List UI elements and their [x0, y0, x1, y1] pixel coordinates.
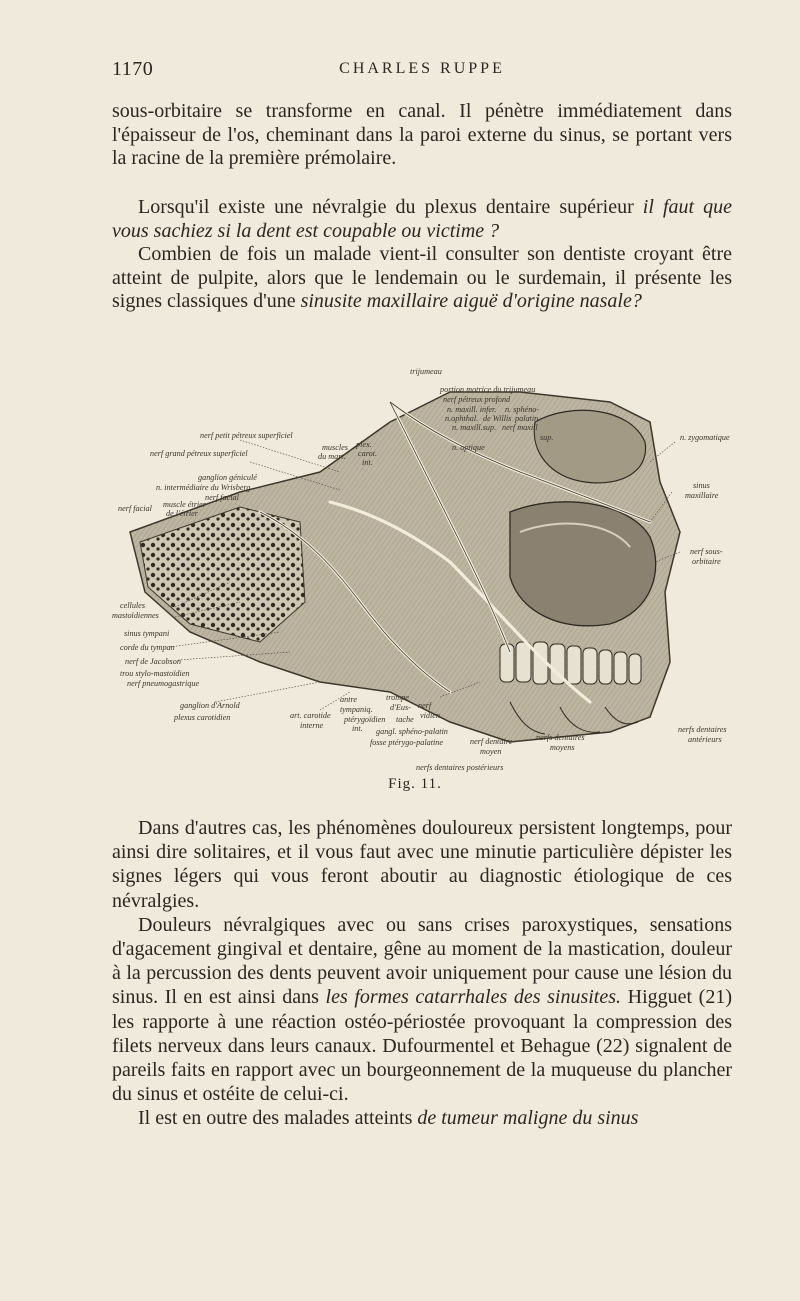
figure-caption: Fig. 11. [388, 776, 442, 792]
running-title: CHARLES RUPPE [339, 60, 505, 77]
body-p3-italic: de tumeur maligne du sinus [417, 1107, 639, 1130]
body-p3 [112, 1106, 732, 1130]
label-nerfs-dentaires-post: nerfs dentaires postérieurs [416, 763, 504, 772]
label-corde-du-tympan: corde du tympan [120, 643, 175, 652]
label-muscle-etrier: muscle étrier [163, 500, 206, 509]
label-nerf-sous: nerf sous- [690, 547, 723, 556]
label-nerf-facial-inner: nerf facial [205, 493, 239, 502]
label-n-intermediaire: n. intermédiaire du Wrisberg [156, 483, 251, 492]
label-maxillaire: maxillaire [685, 491, 719, 500]
label-ganglion-arnold: ganglion d'Arnold [180, 701, 240, 710]
question-text-a: Lorsqu'il existe une névralgie du plexus dentaire supérieur [138, 196, 634, 218]
label-interne: interne [300, 721, 324, 730]
page-number: 1170 [112, 58, 154, 80]
label-tympaniq: tympaniq. [340, 705, 373, 714]
label-trijumeau: trijumeau [410, 367, 442, 376]
label-ganglion-genicule: ganglion géniculé [198, 473, 257, 482]
label-cellules: cellules [120, 601, 146, 610]
label-sinus-tympani: sinus tympani [124, 629, 170, 638]
label-de-willis: de Willis [483, 414, 512, 423]
label-nerf-maxill: nerf maxill [502, 423, 538, 432]
label-moyens: moyens [550, 743, 575, 752]
label-gangl-spheno: gangl. sphéno-palatin [376, 727, 448, 736]
label-n-zygomatique: n. zygomatique [680, 433, 730, 442]
label-nerf-grand-petreux: nerf grand pétreux superficiel [150, 449, 248, 458]
question-italic-a: il faut que vous sachiez si la dent est coupable ou victime ? [112, 196, 733, 242]
label-du-mart: du mart. [318, 452, 346, 461]
label-nerf-petreux-profond: nerf pétreux profond [443, 395, 511, 404]
intro-paragraph [112, 100, 732, 171]
label-vidien: vidien [420, 711, 441, 720]
body-p2-italic: les formes catarrhales des sinusites. [325, 986, 622, 1009]
question-italic-b: sinusite maxillaire aiguë d'origine nasale? [300, 290, 642, 312]
label-n-maxill-sup: n. maxill.sup. [452, 423, 497, 432]
label-nerf-facial: nerf facial [118, 504, 152, 513]
label-antre: antre [340, 695, 357, 704]
intro-text: sous-orbitaire se transforme en canal. Il pénètre immédiatement dans l'épaisseur de l'os, cheminant dans la paroi externe du sinus, se portant vers la racine de la première prémolaire. [112, 100, 732, 169]
body-p2-a: Douleurs névralgiques avec ou sans crises paroxystiques, sensations d'agacement gingival et dentaire, gêne au moment de la mastication, douleur à la percussion des dents peuvent avoir uniquement pour cause une lésion du sinus. Il en est ainsi dans [112, 913, 732, 1009]
label-trou-stylo: trou stylo-mastoïdien [120, 669, 190, 678]
label-int2: int. [352, 724, 363, 733]
label-fosse-pterygo: fosse ptérygo-palatine [370, 738, 443, 747]
maxillary-sinus [510, 502, 656, 626]
label-plex: plex. [356, 440, 372, 449]
label-nerfs-dentaires-ant: nerfs dentaires [678, 725, 727, 734]
question-paragraph [112, 196, 732, 314]
label-nerf-dentaire: nerf dentaire [470, 737, 513, 746]
label-art-carotide: art. carotide [290, 711, 331, 720]
label-mastoidiennes: mastoïdiennes [112, 611, 159, 620]
running-head [112, 58, 712, 84]
label-tache: tache [396, 715, 414, 724]
body-p1: Dans d'autres cas, les phénomènes douloureux persistent longtemps, pour ainsi dire solitaires, et il vous faut avec une minutie particulière dépister les signes légers qui vous feront aboutir au diagnostic étiologique de ces névralgies. [112, 817, 732, 912]
label-pterygoidien: ptérygoïdien [344, 715, 386, 724]
label-n-spheno: n. sphéno- [505, 405, 540, 414]
body-p3-a: Il est en outre des malades atteints [138, 1107, 413, 1130]
question-line-b [112, 243, 732, 314]
body-paragraphs [112, 816, 732, 1131]
label-nerf-pneumogastrique: nerf pneumogastrique [127, 679, 200, 688]
label-palatin: palatin [515, 414, 539, 423]
label-n-optique: n. optique [452, 443, 485, 452]
label-anterieurs: antérieurs [688, 735, 722, 744]
label-n-maxill-infer: n. maxill. infer. [447, 405, 497, 414]
label-n-ophthal: n.ophthal. [445, 414, 479, 423]
anatomical-figure [90, 362, 758, 782]
label-int: int. [362, 458, 373, 467]
label-nerf: nerf [418, 701, 432, 710]
label-trompe: trompe [386, 693, 409, 702]
label-de-l-etrier: de l'étrier [166, 509, 198, 518]
label-carot: carot. [358, 449, 378, 458]
label-nerf-petit-petreux: nerf petit pétreux superficiel [200, 431, 293, 440]
body-p2-b: Higguet (21) les rapporte à une réaction ostéo-périostée provoquant la compression des filets nerveux dans leurs canaux. Dufourmentel et Behague (22) signalent de pareils faits en rapport avec un bourgeonnement de la muqueuse du plancher du sinus et ostéite de celui-ci. [112, 986, 732, 1106]
label-nerfs-dentaires-moyens: nerfs dentaires [536, 733, 585, 742]
body-p2 [112, 913, 732, 1107]
question-text-b: Combien de fois un malade vient-il consulter son dentiste croyant être atteint de pulpite, alors que le lendemain ou le surdemain, il présente les signes classiques d'une [112, 243, 732, 312]
label-sinus: sinus [693, 481, 710, 490]
label-orbitaire: orbitaire [692, 557, 721, 566]
label-nerf-jacobson: nerf de Jacobson [125, 657, 181, 666]
label-plexus-carotidien: plexus carotidien [174, 713, 231, 722]
label-d-eus: d'Eus- [390, 703, 411, 712]
label-muscles: muscles [322, 443, 348, 452]
question-line-a [112, 196, 732, 243]
label-sup: sup. [540, 433, 554, 442]
label-moyen: moyen [480, 747, 502, 756]
skull-nerve-illustration [90, 362, 758, 782]
label-portion-motrice: portion motrice du trijumeau [440, 385, 536, 394]
